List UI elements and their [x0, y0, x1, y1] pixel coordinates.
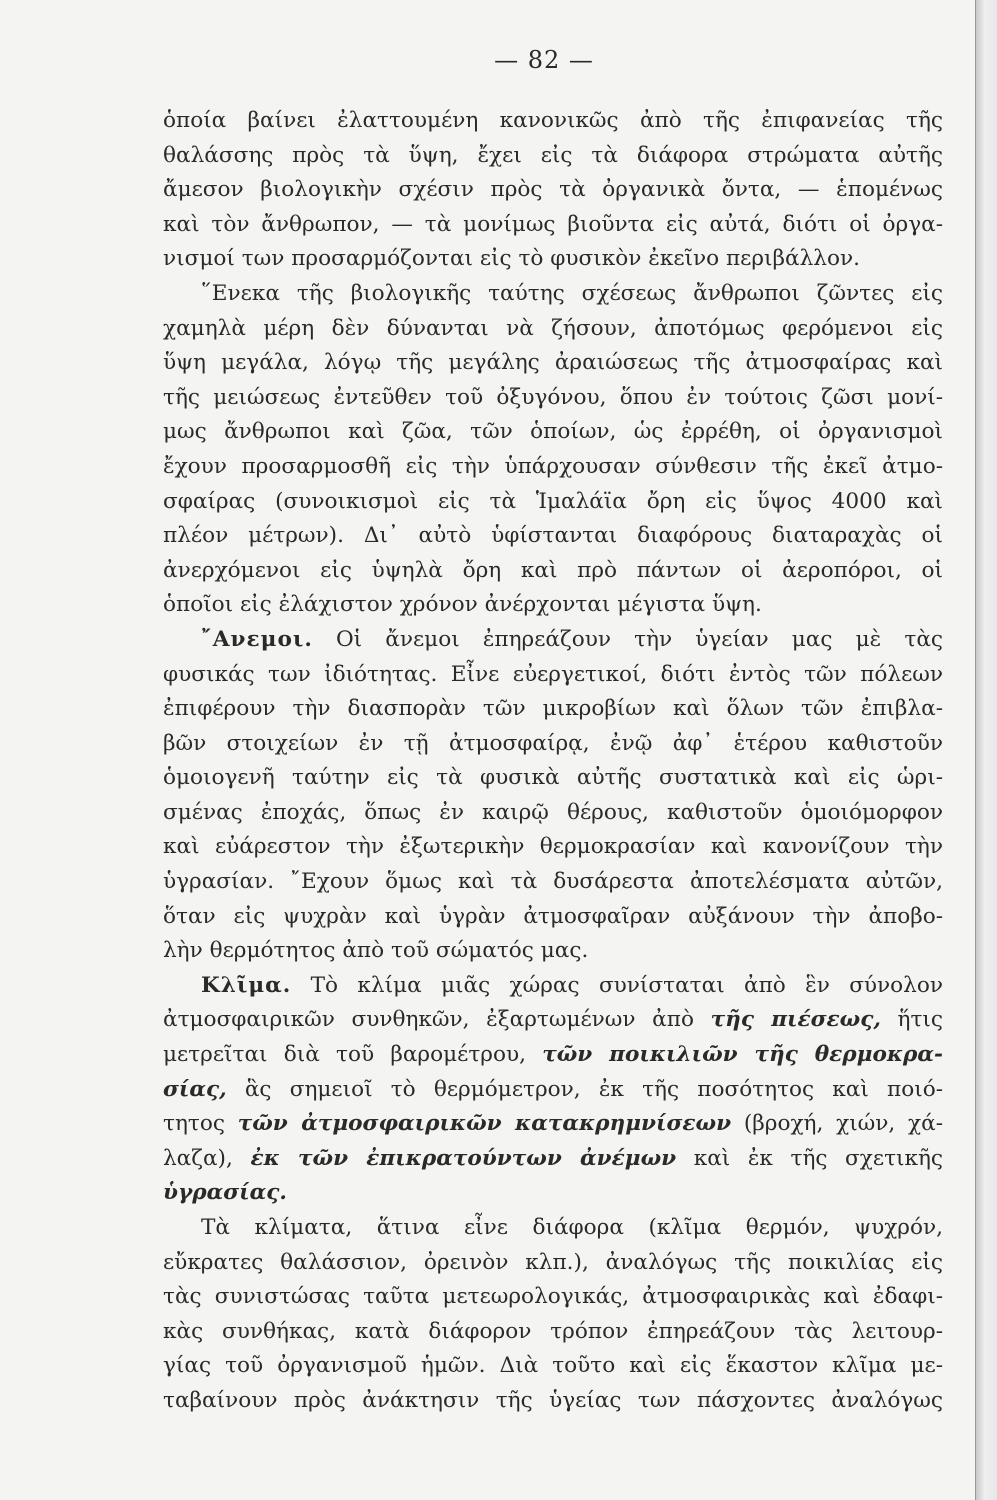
- line-text: σμένας ἐποχάς, ὅπως ἐν καιρῷ θέρους, καθιστοῦν ὁμοιόμορφον: [163, 799, 943, 825]
- text-line: [163, 312, 943, 347]
- adjacent-page-edge: [975, 0, 997, 1500]
- line-text: μως ἄνθρωποι καὶ ζῶα, τῶν ὁποίων, ὡς ἐρρέθη, οἱ ὀργανισμοὶ: [163, 419, 943, 445]
- line-text: ὁποῖοι εἰς ἐλάχιστον χρόνον ἀνέρχονται μέγιστα ὕψη.: [163, 592, 762, 618]
- line-text: φυσικάς των ἰδιότητας. Εἶνε εὐεργετικοί, διότι ἐντὸς τῶν πόλεων: [163, 661, 943, 687]
- line-text: Τὸ κλίμα μιᾶς χώρας συνίσταται ἀπὸ ἓν σύνολον: [291, 972, 943, 998]
- line-text: καὶ εὐάρεστον τὴν ἐξωτερικὴν θερμοκρασίαν καὶ κανονίζουν τὴν: [163, 834, 943, 860]
- text-line: [163, 1280, 943, 1315]
- text-line: [163, 1349, 943, 1384]
- body-text: [163, 104, 943, 1419]
- line-text: τητος: [163, 1111, 238, 1137]
- text-line: [163, 692, 943, 727]
- line-text: κὰς συνθήκας, κατὰ διάφορον τρόπον ἐπηρεάζουν τὰς λειτουρ-: [163, 1318, 943, 1344]
- text-line: [163, 1038, 943, 1073]
- text-line: [163, 588, 943, 623]
- line-text: νισμοί των προσαρμόζονται εἰς τὸ φυσικὸν ἐκεῖνο περιβάλλον.: [163, 246, 860, 272]
- text-line: [163, 1107, 943, 1142]
- text-line: [163, 761, 943, 796]
- line-text: ἔχουν προσαρμοσθῆ εἰς τὴν ὑπάρχουσαν σύνθεσιν τῆς ἐκεῖ ἀτμο-: [163, 453, 943, 479]
- emphasized-text: ἐκ τῶν ἐπικρατούντων ἀνέμων: [250, 1145, 677, 1171]
- line-text: γίας τοῦ ὀργανισμοῦ ἡμῶν. Διὰ τοῦτο καὶ εἰς ἕκαστον κλῖμα με-: [163, 1353, 943, 1379]
- text-line: [163, 1073, 943, 1108]
- line-text: ὑγρασίαν. ῎Εχουν ὅμως καὶ τὰ δυσάρεστα ἀποτελέσματα αὐτῶν,: [163, 869, 943, 895]
- line-text: πλέον μέτρων). Δι᾿ αὐτὸ ὑφίστανται διαφόρους διαταραχὰς οἱ: [163, 523, 943, 549]
- text-line: [163, 1211, 943, 1246]
- text-line: [163, 658, 943, 693]
- line-text: ὁμοιογενῆ ταύτην εἰς τὰ φυσικὰ αὐτῆς συστατικὰ καὶ εἰς ὡρι-: [163, 765, 943, 791]
- text-line: [163, 623, 943, 658]
- text-line: [163, 969, 943, 1004]
- line-text: καὶ τὸν ἄνθρωπον, — τὰ μονίμως βιοῦντα εἰς αὐτά, διότι οἱ ὀργα-: [163, 211, 943, 237]
- line-text: ῞Ενεκα τῆς βιολογικῆς ταύτης σχέσεως ἄνθρωποι ζῶντες εἰς: [201, 280, 943, 306]
- text-line: [163, 381, 943, 416]
- line-text-after: ἥτις: [880, 1007, 943, 1033]
- emphasized-text: τῶν ποικιλιῶν τῆς θερμοκρα-: [542, 1042, 943, 1068]
- section-heading: Κλῖμα.: [201, 972, 292, 998]
- text-line: [163, 415, 943, 450]
- line-text: ἀτμοσφαιρικῶν συνθηκῶν, ἐξαρτωμένων ἀπὸ: [163, 1007, 711, 1033]
- text-line: [163, 796, 943, 831]
- text-line: [163, 554, 943, 589]
- text-line: [163, 346, 943, 381]
- line-text: θαλάσσης πρὸς τὰ ὕψη, ἔχει εἰς τὰ διάφορα στρώματα αὐτῆς: [163, 142, 943, 168]
- line-text: ἐπιφέρουν τὴν διασπορὰν τῶν μικροβίων καὶ ὅλων τῶν ἐπιβλα-: [163, 696, 943, 722]
- section-heading: ῎Ανεμοι.: [201, 626, 313, 652]
- line-text: λαζα),: [163, 1145, 251, 1171]
- emphasized-text: σίας,: [163, 1076, 227, 1102]
- line-text: τῆς μειώσεως ἐντεῦθεν τοῦ ὀξυγόνου, ὅπου ἐν τούτοις ζῶσι μονί-: [163, 384, 943, 410]
- line-text: ταβαίνουν πρὸς ἀνάκτησιν τῆς ὑγείας των πάσχοντες ἀναλόγως: [163, 1387, 943, 1413]
- page-number: — 82 —: [494, 46, 594, 74]
- emphasized-text: ὑγρασίας.: [163, 1180, 287, 1206]
- text-line: [163, 934, 943, 969]
- text-line: [163, 208, 943, 243]
- line-text: ἀνερχόμενοι εἰς ὑψηλὰ ὄρη καὶ πρὸ πάντων οἱ ἀεροπόροι, οἱ: [163, 557, 943, 583]
- text-line: [163, 1142, 943, 1177]
- line-text: λὴν θερμότητος ἀπὸ τοῦ σώματός μας.: [163, 938, 589, 964]
- line-text: τὰς συνιστώσας ταῦτα μετεωρολογικάς, ἀτμοσφαιρικὰς καὶ ἐδαφι-: [163, 1284, 943, 1310]
- line-text: ὕψη μεγάλα, λόγῳ τῆς μεγάλης ἀραιώσεως τῆς ἀτμοσφαίρας καὶ: [163, 350, 943, 376]
- line-text: ἄμεσον βιολογικὴν σχέσιν πρὸς τὰ ὀργανικὰ ὄντα, — ἑπομένως: [163, 177, 943, 203]
- text-line: [163, 1315, 943, 1350]
- text-line: [163, 485, 943, 520]
- line-text: Τὰ κλίματα, ἅτινα εἶνε διάφορα (κλῖμα θερμόν, ψυχρόν,: [201, 1215, 943, 1240]
- text-line: [163, 1003, 943, 1038]
- text-line: [163, 277, 943, 312]
- line-text-after: (βροχή, χιών, χά-: [731, 1111, 943, 1137]
- text-line: [163, 104, 943, 139]
- line-text: σφαίρας (συνοικισμοὶ εἰς τὰ Ἱμαλάϊα ὄρη εἰς ὕψος 4000 καὶ: [163, 488, 943, 514]
- line-text: χαμηλὰ μέρη δὲν δύνανται νὰ ζήσουν, ἀποτόμως φερόμενοι εἰς: [163, 315, 943, 341]
- text-line: [163, 1246, 943, 1281]
- text-line: [163, 450, 943, 485]
- line-text: ὅταν εἰς ψυχρὰν καὶ ὑγρὰν ἀτμοσφαῖραν αὐξάνουν τὴν ἀποβο-: [163, 903, 943, 929]
- text-line: [163, 139, 943, 174]
- emphasized-text: τῶν ἀτμοσφαιρικῶν κατακρημνίσεων: [237, 1111, 732, 1137]
- emphasized-text: τῆς πιέσεως,: [710, 1007, 881, 1033]
- text-line: [163, 173, 943, 208]
- line-text: Οἱ ἄνεμοι ἐπηρεάζουν τὴν ὑγείαν μας μὲ τὰς: [312, 626, 943, 652]
- text-line: [163, 865, 943, 900]
- line-text: βῶν στοιχείων ἐν τῇ ἀτμοσφαίρᾳ, ἐνῷ ἀφ᾿ ἑτέρου καθιστοῦν: [163, 730, 943, 756]
- text-line: [163, 519, 943, 554]
- text-line: [163, 1384, 943, 1419]
- text-line: [163, 242, 943, 277]
- line-text: μετρεῖται διὰ τοῦ βαρομέτρου,: [163, 1042, 543, 1068]
- text-line: [163, 727, 943, 762]
- line-text-after: ἃς σημειοῖ τὸ θερμόμετρον, ἐκ τῆς ποσότητος καὶ ποιό-: [226, 1076, 943, 1102]
- line-text: εὔκρατες θαλάσσιον, ὀρεινὸν κλπ.), ἀναλόγως τῆς ποικιλίας εἰς: [163, 1249, 943, 1275]
- text-line: [163, 900, 943, 935]
- line-text: ὁποία βαίνει ἐλαττουμένη κανονικῶς ἀπὸ τῆς ἐπιφανείας τῆς: [163, 108, 943, 133]
- line-text-after: καὶ ἐκ τῆς σχετικῆς: [676, 1145, 944, 1171]
- text-line: [163, 830, 943, 865]
- text-line: [163, 1176, 943, 1211]
